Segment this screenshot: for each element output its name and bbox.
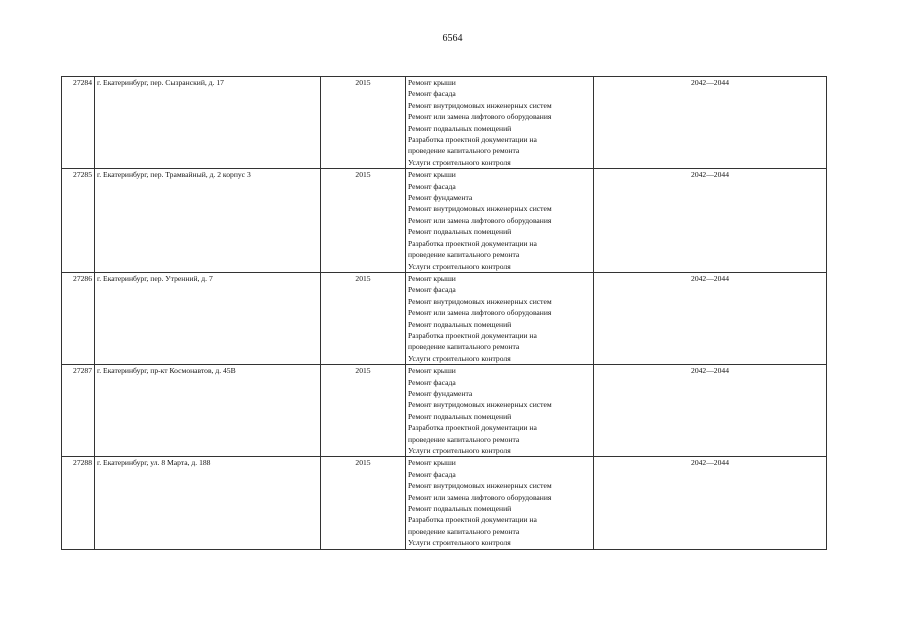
work-item: Ремонт подвальных помещений	[408, 123, 512, 133]
work-item: Ремонт внутридомовых инженерных систем	[408, 100, 552, 110]
work-item: Ремонт подвальных помещений	[408, 504, 512, 514]
work-item: Разработка проектной документации на	[408, 135, 537, 145]
work-item: проведение капитального ремонта	[408, 342, 520, 352]
work-item: проведение капитального ремонта	[408, 434, 520, 444]
row-year: 2015	[321, 272, 406, 364]
registry-table-body	[62, 77, 827, 550]
work-item: Ремонт фундамента	[408, 193, 473, 203]
registry-table	[61, 76, 827, 550]
work-item: Ремонт внутридомовых инженерных систем	[408, 296, 552, 306]
work-item: проведение капитального ремонта	[408, 526, 520, 536]
work-item: Ремонт крыши	[408, 273, 456, 283]
row-address: г. Екатеринбург, пр-кт Космонавтов, д. 45В	[95, 365, 321, 457]
work-item: Услуги строительного контроля	[408, 353, 511, 363]
row-works-list	[406, 77, 594, 169]
table-row	[62, 77, 827, 169]
work-item: Ремонт внутридомовых инженерных систем	[408, 400, 552, 410]
row-id: 27285	[62, 169, 95, 273]
row-works-list	[406, 169, 594, 273]
work-item: Ремонт фасада	[408, 285, 456, 295]
row-id: 27284	[62, 77, 95, 169]
row-id: 27286	[62, 272, 95, 364]
row-address: г. Екатеринбург, пер. Трамвайный, д. 2 корпус 3	[95, 169, 321, 273]
work-item: Ремонт или замена лифтового оборудования	[408, 492, 552, 502]
work-item: Ремонт внутридомовых инженерных систем	[408, 481, 552, 491]
row-address: г. Екатеринбург, пер. Сызранский, д. 17	[95, 77, 321, 169]
work-item: Услуги строительного контроля	[408, 157, 511, 167]
work-item: Разработка проектной документации на	[408, 515, 537, 525]
row-year: 2015	[321, 169, 406, 273]
row-id: 27288	[62, 457, 95, 549]
row-id: 27287	[62, 365, 95, 457]
work-item: Услуги строительного контроля	[408, 446, 511, 455]
row-year: 2015	[321, 457, 406, 549]
table-row	[62, 272, 827, 364]
work-item: Ремонт подвальных помещений	[408, 411, 512, 421]
work-item: Ремонт или замена лифтового оборудования	[408, 308, 552, 318]
work-item: Ремонт внутридомовых инженерных систем	[408, 204, 552, 214]
work-item: Услуги строительного контроля	[408, 538, 511, 548]
row-period: 2042—2044	[594, 365, 827, 457]
row-works-list	[406, 365, 594, 457]
work-item: Услуги строительного контроля	[408, 261, 511, 271]
work-item: Ремонт фасада	[408, 377, 456, 387]
row-year: 2015	[321, 77, 406, 169]
page-number: 6564	[442, 33, 463, 44]
row-year: 2015	[321, 365, 406, 457]
work-item: Ремонт крыши	[408, 78, 456, 87]
work-item: Ремонт или замена лифтового оборудования	[408, 215, 552, 225]
row-works-list	[406, 457, 594, 549]
work-item: Ремонт фасада	[408, 469, 456, 479]
work-item: Ремонт крыши	[408, 366, 456, 376]
table-row	[62, 365, 827, 457]
table-row	[62, 457, 827, 549]
work-item: Разработка проектной документации на	[408, 238, 537, 248]
work-item: проведение капитального ремонта	[408, 146, 520, 156]
row-address: г. Екатеринбург, пер. Утренний, д. 7	[95, 272, 321, 364]
work-item: Ремонт крыши	[408, 458, 456, 468]
work-item: Ремонт фасада	[408, 181, 456, 191]
row-address: г. Екатеринбург, ул. 8 Марта, д. 188	[95, 457, 321, 549]
row-period: 2042—2044	[594, 272, 827, 364]
work-item: Разработка проектной документации на	[408, 423, 537, 433]
work-item: Ремонт подвальных помещений	[408, 227, 512, 237]
row-period: 2042—2044	[594, 457, 827, 549]
work-item: Ремонт фундамента	[408, 388, 473, 398]
work-item: Ремонт фасада	[408, 89, 456, 99]
row-period: 2042—2044	[594, 169, 827, 273]
work-item: проведение капитального ремонта	[408, 250, 520, 260]
table-row	[62, 169, 827, 273]
work-item: Ремонт подвальных помещений	[408, 319, 512, 329]
row-works-list	[406, 272, 594, 364]
work-item: Ремонт или замена лифтового оборудования	[408, 112, 552, 122]
row-period: 2042—2044	[594, 77, 827, 169]
work-item: Ремонт крыши	[408, 170, 456, 180]
work-item: Разработка проектной документации на	[408, 330, 537, 340]
